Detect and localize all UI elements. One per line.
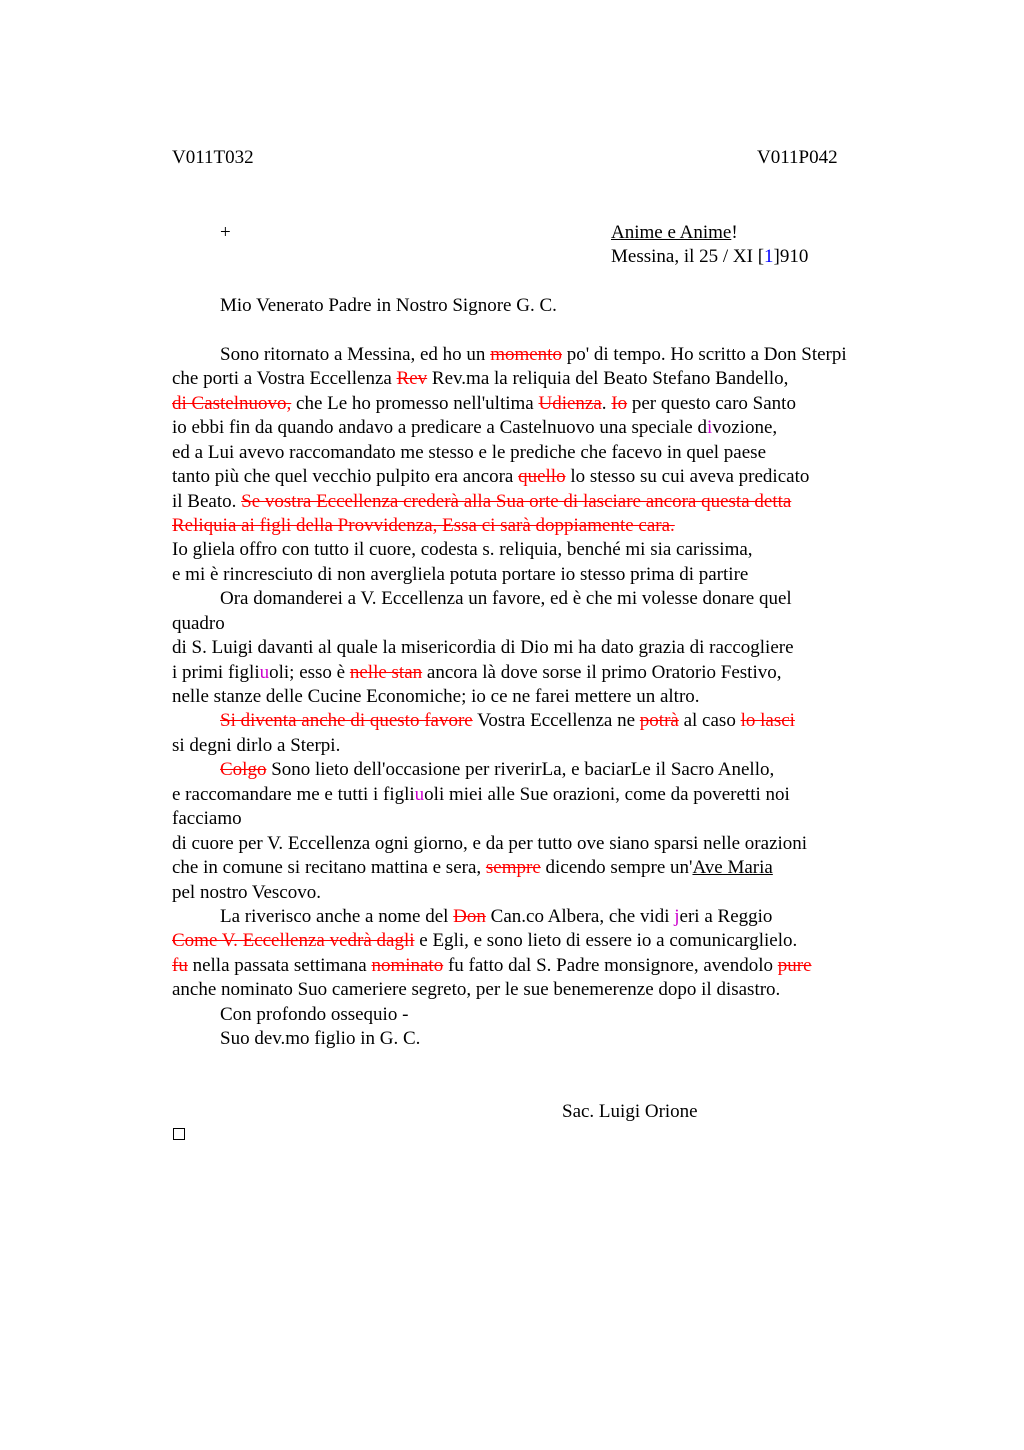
deletion: sempre (485, 857, 541, 878)
text-run: dicendo sempre un' (540, 857, 693, 878)
deletion: pure (777, 955, 812, 976)
body-line-2 (172, 367, 788, 391)
body-line-3 (172, 392, 796, 416)
body-line-29: Suo dev.mo figlio in G. C. (220, 1028, 421, 1049)
deletion: momento (490, 344, 562, 365)
body-line-6 (172, 465, 809, 489)
deletion: Reliquia ai figli della Provvidenza, Essa ci sarà doppiamente cara. (172, 515, 675, 536)
deletion: Udienza (538, 393, 602, 414)
text-run: e raccomandare me e tutti i figli (172, 784, 415, 805)
text-run: ancora là dove sorse il primo Oratorio Festivo, (422, 662, 782, 683)
deletion: nominato (371, 955, 444, 976)
text-run: Sono lieto dell'occasione per riverirLa, e baciarLe il Sacro Anello, (266, 759, 775, 780)
body-line-4 (172, 416, 777, 440)
motto-exclamation: ! (731, 222, 738, 243)
cross-mark: + (220, 222, 231, 243)
text-run: al caso (678, 710, 741, 731)
text-run: i primi figli (172, 662, 260, 683)
body-line-25 (172, 929, 797, 953)
body-line-18 (220, 758, 774, 782)
body-line-22 (172, 856, 773, 880)
signature: Sac. Luigi Orione (562, 1101, 698, 1122)
body-line-23: pel nostro Vescovo. (172, 882, 321, 903)
body-line-8 (172, 514, 675, 538)
deletion: Colgo (220, 759, 267, 780)
text-run: io ebbi fin da quando andavo a predicare a Castelnuovo una speciale d (172, 417, 707, 438)
body-line-24 (220, 905, 772, 929)
body-line-12: quadro (172, 613, 225, 634)
text-run: oli miei alle Sue orazioni, come da poveretti noi (424, 784, 790, 805)
text-run: Sono ritornato a Messina, ed ho un (220, 344, 491, 365)
text-run: eri a Reggio (679, 906, 773, 927)
body-line-9: Io gliela offro con tutto il cuore, codesta s. reliquia, benché mi sia carissima, (172, 539, 753, 560)
text-run: oli; esso è (269, 662, 350, 683)
text-run: che porti a Vostra Eccellenza (172, 368, 397, 389)
deletion: fu (172, 955, 188, 976)
text-run: lo stesso su cui aveva predicato (565, 466, 810, 487)
body-line-11: Ora domanderei a V. Eccellenza un favore, ed è che mi volesse donare quel (220, 588, 792, 609)
salutation: Mio Venerato Padre in Nostro Signore G. C. (220, 295, 557, 316)
text-run: fu fatto dal S. Padre monsignore, avendolo (443, 955, 778, 976)
correction: j (674, 906, 680, 927)
body-line-5: ed a Lui avevo raccomandato me stesso e le prediche che facevo in quel paese (172, 442, 767, 463)
underlined-text: Ave Maria (692, 857, 773, 878)
body-line-20: facciamo (172, 808, 242, 829)
text-run: il Beato. (172, 491, 242, 512)
end-box-icon (173, 1128, 185, 1140)
body-line-27: anche nominato Suo cameriere segreto, per le sue benemerenze dopo il disastro. (172, 979, 781, 1000)
correction: u (414, 784, 425, 805)
motto (611, 221, 738, 245)
body-line-1 (220, 343, 847, 367)
text-run: per questo caro Santo (627, 393, 796, 414)
dateline-inserted-digit: 1 (764, 246, 774, 267)
text-run: Rev.ma la reliquia del Beato Stefano Bandello, (427, 368, 789, 389)
deletion: Rev (396, 368, 428, 389)
text-run: po' di tempo. Ho scritto a Don Sterpi (561, 344, 847, 365)
deletion: quello (518, 466, 566, 487)
dateline-suffix: ]910 (773, 246, 809, 267)
deletion: Io (611, 393, 628, 414)
correction: u (259, 662, 270, 683)
body-line-16 (220, 709, 795, 733)
body-line-28: Con profondo ossequio - (220, 1004, 409, 1025)
dateline (611, 245, 808, 269)
text-run: Vostra Eccellenza ne (472, 710, 640, 731)
deletion: nelle stan (349, 662, 423, 683)
deletion: di Castelnuovo, (172, 393, 292, 414)
text-run: che in comune si recitano mattina e sera, (172, 857, 486, 878)
text-run: . (601, 393, 612, 414)
body-line-13: di S. Luigi davanti al quale la misericordia di Dio mi ha dato grazia di raccogliere (172, 637, 794, 658)
text-run: tanto più che quel vecchio pulpito era ancora (172, 466, 519, 487)
correction: i (706, 417, 713, 438)
body-line-7 (172, 490, 791, 514)
document-code-right: V011P042 (757, 147, 838, 168)
body-line-14 (172, 661, 781, 685)
body-line-10: e mi è rincresciuto di non avergliela potuta portare io stesso prima di partire (172, 564, 749, 585)
deletion: Se vostra Eccellenza crederà alla Sua orte di lasciare ancora questa detta (241, 491, 792, 512)
body-line-19 (172, 783, 790, 807)
body-line-21: di cuore per V. Eccellenza ogni giorno, e da per tutto ove siano sparsi nelle orazioni (172, 833, 808, 854)
text-run: Can.co Albera, che vidi (485, 906, 675, 927)
text-run: nella passata settimana (187, 955, 372, 976)
text-run: La riverisco anche a nome del (220, 906, 454, 927)
deletion: potrà (639, 710, 679, 731)
document-code-left: V011T032 (172, 147, 254, 168)
body-line-17: si degni dirlo a Sterpi. (172, 735, 341, 756)
deletion: lo lasci (740, 710, 795, 731)
deletion: Don (453, 906, 486, 927)
dateline-prefix: Messina, il 25 / XI [ (611, 246, 765, 267)
body-line-26 (172, 954, 812, 978)
deletion: Come V. Eccellenza vedrà dagli (172, 930, 415, 951)
deletion: Si diventa anche di questo favore (220, 710, 473, 731)
text-run: e Egli, e sono lieto di essere io a comunicarglielo. (414, 930, 798, 951)
text-run: che Le ho promesso nell'ultima (291, 393, 539, 414)
text-run: vozione, (712, 417, 778, 438)
motto-text: Anime e Anime (611, 222, 732, 243)
body-line-15: nelle stanze delle Cucine Economiche; io ce ne farei mettere un altro. (172, 686, 700, 707)
